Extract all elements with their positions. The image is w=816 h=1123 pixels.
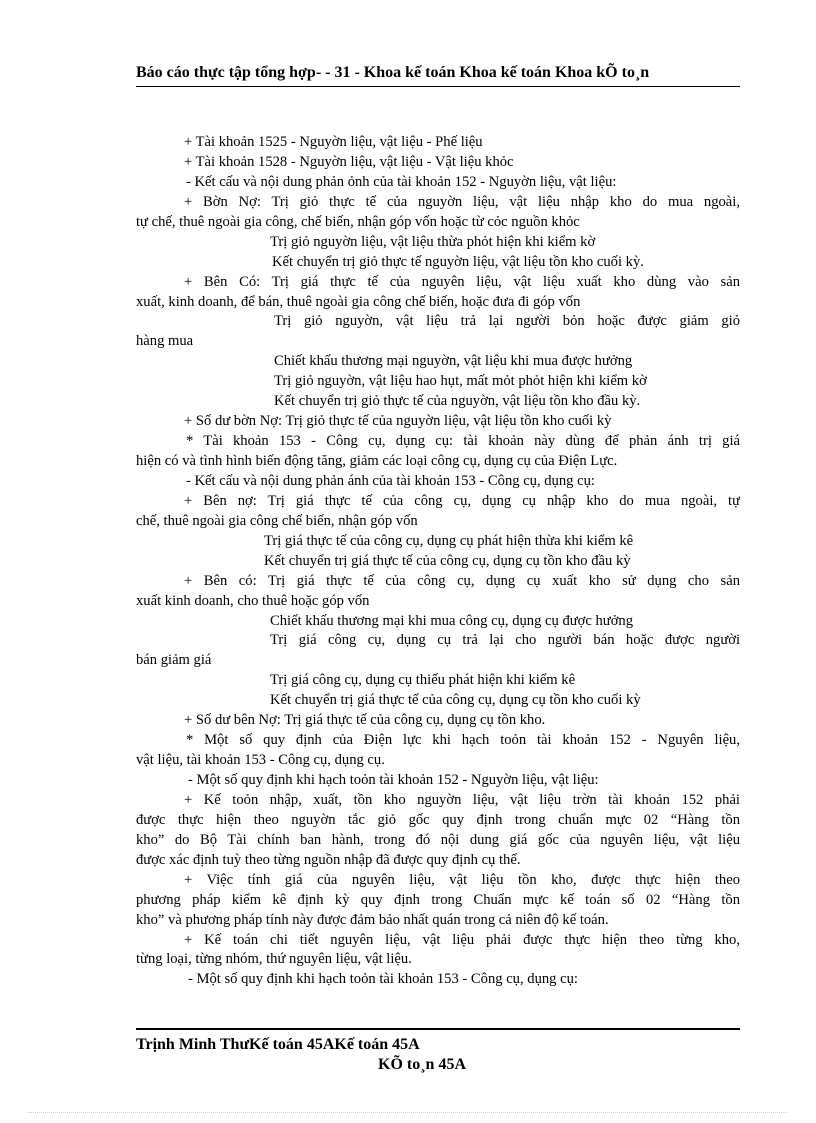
text-line: Trị giỏ nguyờn, vật liệu trả lại người bỏn hoặc được giảm giỏ	[274, 313, 740, 330]
text-line: chế, thuê ngoài gia công chế biến, nhận góp vốn	[136, 512, 418, 529]
text-line: + Số dư bờn Nợ: Trị giỏ thực tế của nguyờn liệu, vật liệu tồn kho cuối kỳ	[184, 413, 612, 430]
text-line: được xác định tuỳ theo từng nguồn nhập đã được quy định cụ thể.	[136, 851, 521, 868]
text-line: vật liệu, tài khoản 153 - Công cụ, dụng cụ.	[136, 752, 385, 769]
text-line: + Tài khoản 1525 - Nguyờn liệu, vật liệu - Phế liệu	[184, 134, 483, 150]
text-line: - Một số quy định khi hạch toỏn tài khoản 152 - Nguyờn liệu, vật liệu:	[188, 772, 599, 788]
text-line: Trị giá công cụ, dụng cụ trả lại cho người bán hoặc được người	[270, 632, 740, 649]
text-line: + Bên có: Trị giá thực tế của công cụ, dụng cụ xuất kho sử dụng cho sản	[184, 572, 740, 589]
text-line: kho” do Bộ Tài chính ban hành, trong đó nội dung giá gốc của nguyên liệu, vật liệu	[136, 831, 740, 848]
text-line: kho” và phương pháp tính này được đảm bảo nhất quán trong cả niên độ kế toán.	[136, 911, 609, 928]
text-line: + Bên nợ: Trị giá thực tế của công cụ, dụng cụ nhập kho do mua ngoài, tự	[184, 492, 740, 509]
text-line: - Kết cấu và nội dung phản ánh của tài khoản 153 - Công cụ, dụng cụ:	[186, 472, 595, 489]
text-line: Kết chuyển trị giỏ thực tế nguyờn liệu, vật liệu tồn kho cuối kỳ.	[272, 253, 644, 270]
text-line: + Tài khoản 1528 - Nguyờn liệu, vật liệu - Vật liệu khỏc	[184, 153, 514, 170]
text-line: xuất kinh doanh, cho thuê hoặc góp vốn	[136, 592, 370, 609]
text-line: * Một số quy định của Điện lực khi hạch toỏn tài khoản 152 - Nguyên liệu,	[186, 732, 740, 749]
text-line: + Bên Có: Trị giá thực tế của nguyên liệu, vật liệu xuất kho dùng vào sản	[184, 273, 740, 290]
text-line: + Bờn Nợ: Trị giỏ thực tế của nguyờn liệu, vật liệu nhập kho do mua ngoài,	[184, 193, 740, 210]
text-line: Trị giỏ nguyờn liệu, vật liệu thừa phỏt hiện khi kiểm kờ	[270, 233, 596, 250]
text-line: Kết chuyển trị giá thực tế của công cụ, dụng cụ tồn kho cuối kỳ	[270, 692, 641, 709]
text-line: xuất, kinh doanh, để bán, thuê ngoài gia công chế biến, hoặc đưa đi góp vốn	[136, 293, 581, 310]
text-line: từng loại, từng nhóm, thứ nguyên liệu, vật liệu.	[136, 951, 412, 968]
text-line: Trị giá thực tế của công cụ, dụng cụ phát hiện thừa khi kiểm kê	[264, 532, 634, 549]
text-line: + Kế toỏn nhập, xuất, tồn kho nguyờn liệu, vật liệu trờn tài khoản 152 phải	[184, 791, 740, 808]
text-line: hiện có và tình hình biến động tăng, giảm các loại công cụ, dụng cụ của Điện Lực.	[136, 453, 618, 469]
page-edge-divider	[28, 1112, 788, 1113]
text-line: + Việc tính giá của nguyên liệu, vật liệu tồn kho, được thực hiện theo	[184, 871, 740, 888]
text-line: + Kế toán chi tiết nguyên liệu, vật liệu phải được thực hiện theo từng kho,	[184, 931, 740, 948]
text-line: - Kết cấu và nội dung phản ỏnh của tài khoản 152 - Nguyờn liệu, vật liệu:	[186, 173, 617, 190]
text-line: - Một số quy định khi hạch toỏn tài khoản 153 - Công cụ, dụng cụ:	[188, 971, 578, 988]
text-line: + Số dư bên Nợ: Trị giá thực tế của công cụ, dụng cụ tồn kho.	[184, 712, 546, 729]
text-line: Kết chuyển trị giá thực tế của công cụ, dụng cụ tồn kho đầu kỳ	[264, 552, 631, 569]
text-line: Trị giá công cụ, dụng cụ thiếu phát hiện khi kiểm kê	[270, 672, 576, 689]
footer-rule	[136, 1028, 740, 1030]
text-line: được thực hiện theo nguyờn tắc giỏ gốc quy định trong chuẩn mực 02 “Hàng tồn	[136, 811, 740, 828]
text-line: Kết chuyển trị giỏ thực tế của nguyờn, vật liệu tồn kho đầu kỳ.	[274, 393, 641, 410]
text-line: * Tài khoản 153 - Công cụ, dụng cụ: tài khoản này dùng để phản ánh trị giá	[186, 433, 740, 450]
text-line: Chiết khấu thương mại nguyờn, vật liệu khi mua được hưởng	[274, 353, 633, 370]
footer-class: KÕ to¸n 45A	[378, 1056, 466, 1073]
page-header: Báo cáo thực tập tổng hợp- - 31 - Khoa kế toán Khoa kế toán Khoa kÕ to¸n	[136, 64, 650, 81]
text-line: Chiết khấu thương mại khi mua công cụ, dụng cụ được hưởng	[270, 612, 634, 629]
text-line: hàng mua	[136, 333, 194, 350]
text-line: Trị giỏ nguyờn, vật liệu hao hụt, mất mỏt phỏt hiện khi kiểm kờ	[274, 373, 647, 390]
text-line: tự chế, thuê ngoài gia công, chế biến, nhận góp vốn hoặc từ cỏc nguồn khỏc	[136, 213, 580, 230]
header-rule	[136, 86, 740, 87]
document-body	[136, 133, 740, 990]
text-line: phương pháp kiểm kê định kỳ quy định trong Chuẩn mực kế toán số 02 “Hàng tồn	[136, 891, 740, 908]
footer-author: Trịnh Minh ThưKế toán 45AKế toán 45A	[136, 1036, 420, 1053]
text-line: bán giảm giá	[136, 652, 212, 669]
